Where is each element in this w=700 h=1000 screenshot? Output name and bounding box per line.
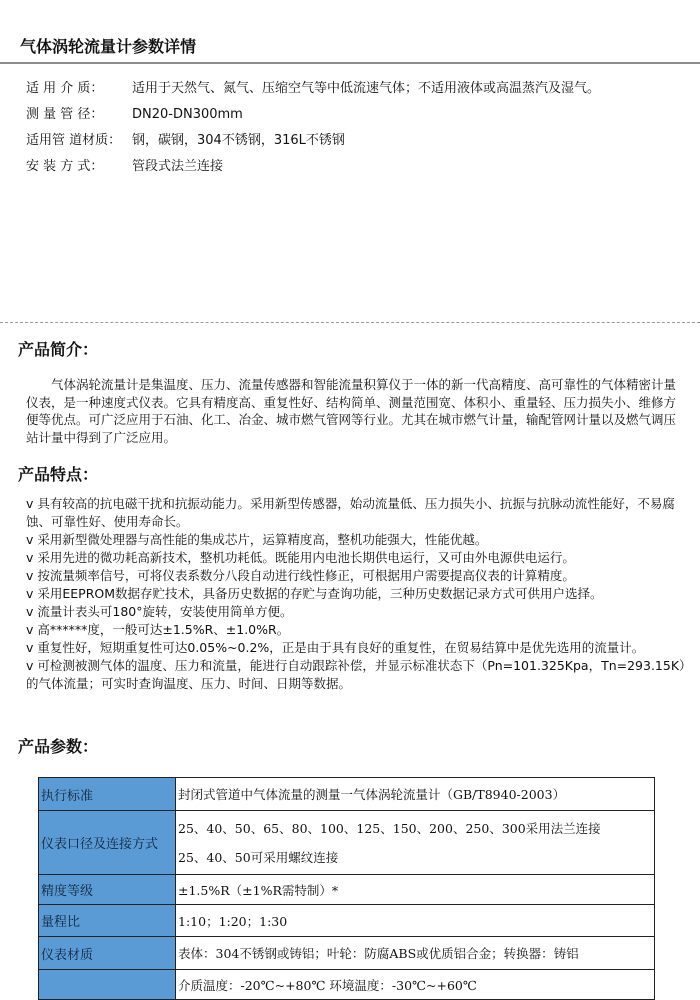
spec-value: 适用于天然气、氮气、压缩空气等中低流速气体；不适用液体或高温蒸汽及湿气。 — [132, 81, 601, 96]
feature-item: v 重复性好，短期重复性可达0.05%~0.2%，正是由于具有良好的重复性，在贸易结算中是优先选用的流量计。 — [26, 640, 645, 655]
param-value — [176, 811, 655, 875]
params-title: 产品参数： — [18, 737, 99, 756]
page-header — [0, 28, 700, 64]
spec-key: 安 装 方 式： — [26, 159, 104, 174]
feature-item: v 具有较高的抗电磁干扰和抗振动能力。采用新型传感器，始动流量低、压力损失小、抗振与抗脉动流性能好，不易腐蚀、可靠性好、使用寿命长。 — [26, 496, 675, 529]
spec-key: 适用管 道材质： — [26, 133, 122, 148]
feature-item: v 可检测被测气体的温度、压力和流量，能进行自动跟踪补偿，并显示标准状态下（Pn=101.325Kpa，Tn=293.15K）的气体流量；可实时查询温度、压力、时间、日期等数据。 — [26, 658, 686, 691]
feature-item: v 高******度，一般可达±1.5%R、±1.0%R。 — [26, 622, 290, 637]
feature-item: v 流量计表头可180°旋转，安装使用简单方便。 — [26, 604, 293, 619]
param-line: 25、40、50、65、80、100、125、150、200、250、300采用法兰连接 — [178, 820, 601, 836]
param-key: 精度等级 — [39, 875, 176, 905]
table-row — [39, 937, 655, 970]
table-row — [39, 970, 655, 1000]
param-line: 25、40、50可采用螺纹连接 — [178, 849, 339, 865]
spec-row — [26, 131, 600, 157]
param-key — [39, 970, 176, 1000]
section-divider — [0, 322, 700, 323]
params-table — [38, 777, 655, 1000]
param-key: 执行标准 — [39, 778, 176, 811]
spec-row — [26, 79, 600, 105]
param-key: 量程比 — [39, 905, 176, 937]
param-value: ±1.5%R（±1%R需特制）* — [176, 875, 655, 905]
intro-paragraph: 气体涡轮流量计是集温度、压力、流量传感器和智能流量积算仪于一体的新一代高精度、高可靠性的气体精密计量仪表，是一种速度式仪表。它具有精度高、重复性好、结构简单、测量范围宽、体积小、重量轻、压力损失小、维修方便等优点。可广泛应用于石油、化工、冶金、城市燃气管网等行业。尤其在城市燃气计量，输配管网计量以及燃气调压站计量中得到了广泛应用。 — [26, 377, 677, 445]
table-row — [39, 778, 655, 811]
feature-item: v 采用先进的微功耗高新技术，整机功耗低。既能用内电池长期供电运行，又可由外电源供电运行。 — [26, 550, 575, 565]
param-value: 封闭式管道中气体流量的测量一气体涡轮流量计（GB/T8940-2003） — [176, 778, 655, 811]
spec-value: 管段式法兰连接 — [132, 159, 224, 174]
feature-item: v 采用EEPROM数据存贮技术，具备历史数据的存贮与查询功能，三种历史数据记录方式可供用户选择。 — [26, 586, 603, 601]
param-value: 表体：304不锈钢或铸铝；叶轮：防腐ABS或优质铝合金；转换器：铸铝 — [176, 937, 655, 970]
param-value: 1:10；1:20；1:30 — [176, 905, 655, 937]
spec-key: 适 用 介 质： — [26, 81, 104, 96]
table-row — [39, 905, 655, 937]
spec-value: 钢，碳钢，304不锈钢，316L不锈钢 — [132, 133, 345, 148]
param-key: 仪表口径及连接方式 — [39, 811, 176, 875]
param-value: 介质温度：-20℃~+80℃ 环境温度：-30℃~+60℃ — [176, 970, 655, 1000]
intro-title: 产品简介： — [18, 340, 99, 359]
feature-item: v 按流量频率信号，可将仪表系数分八段自动进行线性修正，可根据用户需要提高仪表的计算精度。 — [26, 568, 575, 583]
spec-value: DN20-DN300mm — [132, 107, 243, 122]
spec-key: 测 量 管 径： — [26, 107, 104, 122]
page-title: 气体涡轮流量计参数详情 — [20, 37, 197, 56]
table-row — [39, 811, 655, 875]
feature-item: v 采用新型微处理器与高性能的集成芯片，运算精度高，整机功能强大，性能优越。 — [26, 532, 488, 547]
param-key: 仪表材质 — [39, 937, 176, 970]
intro-text — [26, 376, 676, 446]
spec-row — [26, 105, 600, 131]
spec-list — [26, 79, 600, 183]
features-list — [26, 495, 686, 693]
table-row — [39, 875, 655, 905]
spec-row — [26, 157, 600, 183]
features-title: 产品特点： — [18, 465, 99, 484]
